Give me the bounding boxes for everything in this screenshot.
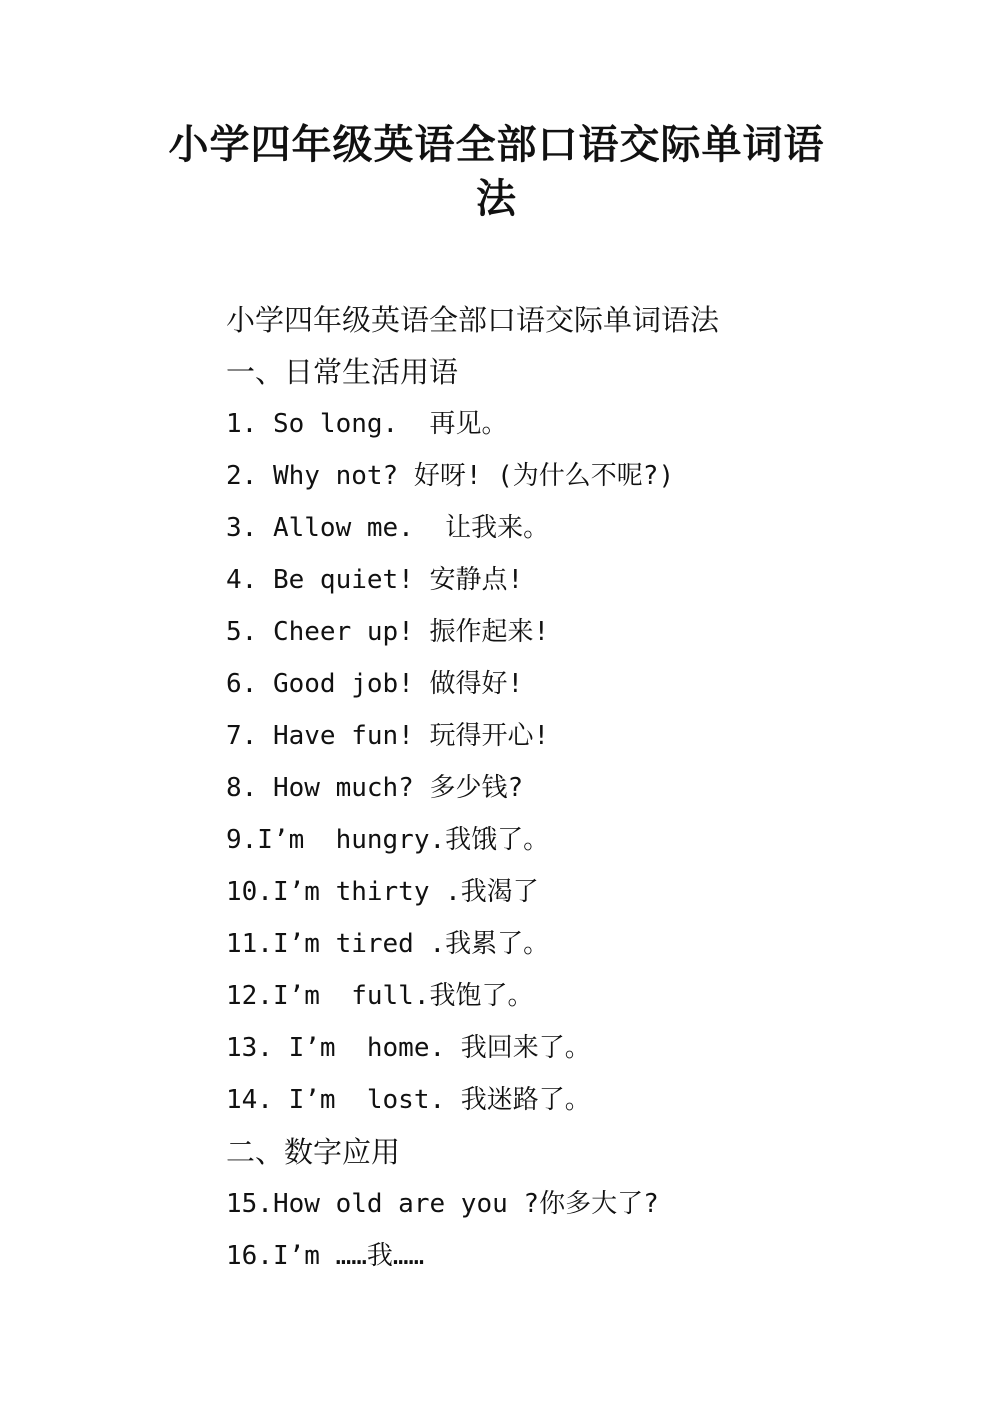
phrase-item: 15.How old are you ?你多大了?	[226, 1189, 659, 1219]
phrase-item: 1. So long. 再见。	[226, 409, 508, 439]
phrase-item: 12.I’m full.我饱了。	[226, 981, 534, 1011]
phrase-item: 13. I’m home. 我回来了。	[226, 1033, 591, 1063]
phrase-item: 6. Good job! 做得好!	[226, 669, 524, 699]
phrase-item: 10.I’m thirty .我渴了	[226, 877, 539, 907]
phrase-item: 2. Why not? 好呀! (为什么不呢?)	[226, 461, 675, 491]
phrase-item: 14. I’m lost. 我迷路了。	[226, 1085, 591, 1115]
phrase-item: 8. How much? 多少钱?	[226, 773, 524, 803]
document-subtitle: 小学四年级英语全部口语交际单词语法	[226, 303, 720, 337]
phrase-item: 7. Have fun! 玩得开心!	[226, 721, 550, 751]
section-heading-numbers: 二、数字应用	[226, 1135, 401, 1169]
phrase-item: 4. Be quiet! 安静点!	[226, 565, 524, 595]
phrase-item: 3. Allow me. 让我来。	[226, 513, 550, 543]
phrase-item: 9.I’m hungry.我饿了。	[226, 825, 550, 855]
document-title: 小学四年级英语全部口语交际单词语法	[168, 122, 825, 222]
phrase-item: 5. Cheer up! 振作起来!	[226, 617, 550, 647]
section-heading-daily-phrases: 一、日常生活用语	[226, 355, 459, 389]
phrase-item: 16.I’m ……我……	[226, 1241, 425, 1271]
document-body	[226, 294, 926, 1282]
phrase-item: 11.I’m tired .我累了。	[226, 929, 550, 959]
